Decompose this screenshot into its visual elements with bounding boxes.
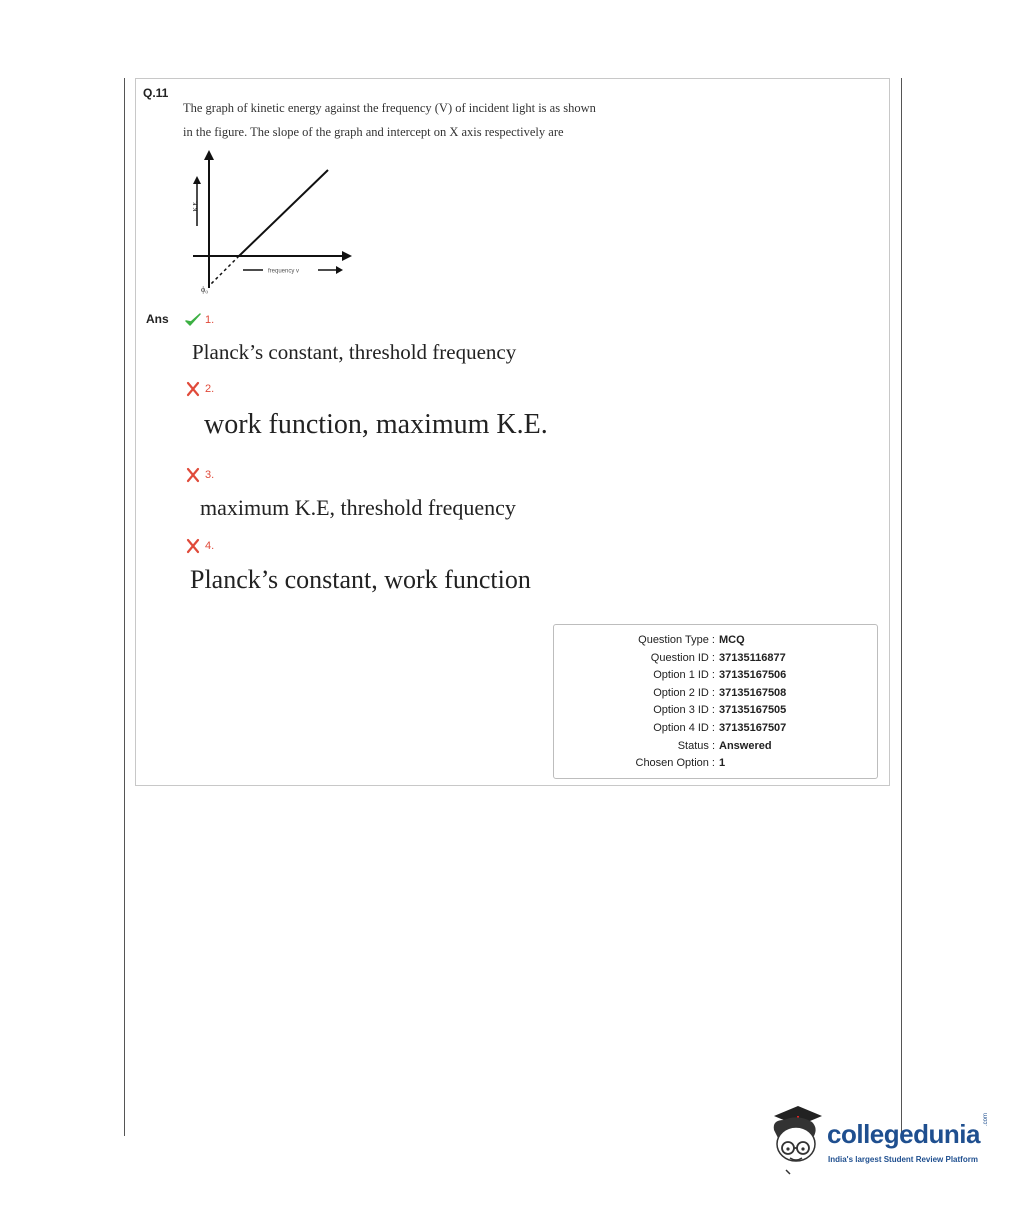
ke-frequency-graph	[175, 148, 365, 298]
info-row-option4-id: Option 4 ID : 37135167507	[653, 722, 787, 734]
question-text-line1: The graph of kinetic energy against the frequency (V) of incident light is as shown	[183, 101, 596, 115]
brand-name: collegedunia	[827, 1119, 980, 1149]
info-row-chosen-option: Chosen Option : 1	[635, 757, 726, 769]
cross-icon	[185, 381, 201, 397]
info-row-question-id: Question ID : 37135116877	[650, 652, 786, 664]
option-2-marker	[185, 381, 214, 397]
left-page-edge	[124, 78, 125, 1136]
option-2-text: work function, maximum K.E.	[204, 409, 548, 440]
option-1-number: 1.	[205, 314, 215, 326]
x-axis-label: frequency v	[268, 268, 300, 275]
y-axis-label: K.E.	[193, 200, 199, 212]
origin-label: ϕ₀	[201, 285, 208, 294]
ke-label-arrowhead	[193, 176, 201, 184]
right-page-edge	[901, 78, 902, 1136]
check-icon	[185, 312, 201, 328]
option-1-text: Planck’s constant, threshold frequency	[192, 340, 517, 364]
info-row-question-type: Question Type : MCQ	[638, 634, 745, 646]
info-row-option3-id: Option 3 ID : 37135167505	[653, 704, 787, 716]
x-axis-arrowhead	[342, 251, 352, 261]
question-text-line2: in the figure. The slope of the graph and intercept on X axis respectively are	[183, 125, 564, 139]
info-row-option2-id: Option 2 ID : 37135167508	[653, 687, 787, 699]
answer-label: Ans	[146, 312, 169, 326]
brand-tagline: India's largest Student Review Platform	[828, 1155, 978, 1164]
option-4-number: 4.	[205, 540, 215, 552]
info-row-option1-id: Option 1 ID : 37135167506	[653, 669, 787, 681]
freq-label-arrowhead	[336, 266, 343, 274]
option-3-text: maximum K.E, threshold frequency	[200, 495, 516, 520]
ke-line-extension	[211, 256, 239, 284]
option-1-marker	[185, 312, 214, 328]
cross-icon	[185, 538, 201, 554]
cross-icon	[185, 467, 201, 483]
question-info-box	[553, 624, 878, 779]
question-number: Q.11	[143, 86, 169, 100]
option-4-marker	[185, 538, 214, 554]
y-axis-arrowhead	[204, 150, 214, 160]
option-3-marker	[185, 467, 214, 483]
option-4-text: Planck’s constant, work function	[190, 565, 531, 594]
collegedunia-mascot-icon	[768, 1104, 826, 1176]
info-row-status: Status : Answered	[677, 740, 772, 752]
brand-suffix: .com	[983, 1112, 989, 1126]
option-2-number: 2.	[205, 383, 215, 395]
option-3-number: 3.	[205, 469, 215, 481]
ke-line	[239, 170, 328, 256]
